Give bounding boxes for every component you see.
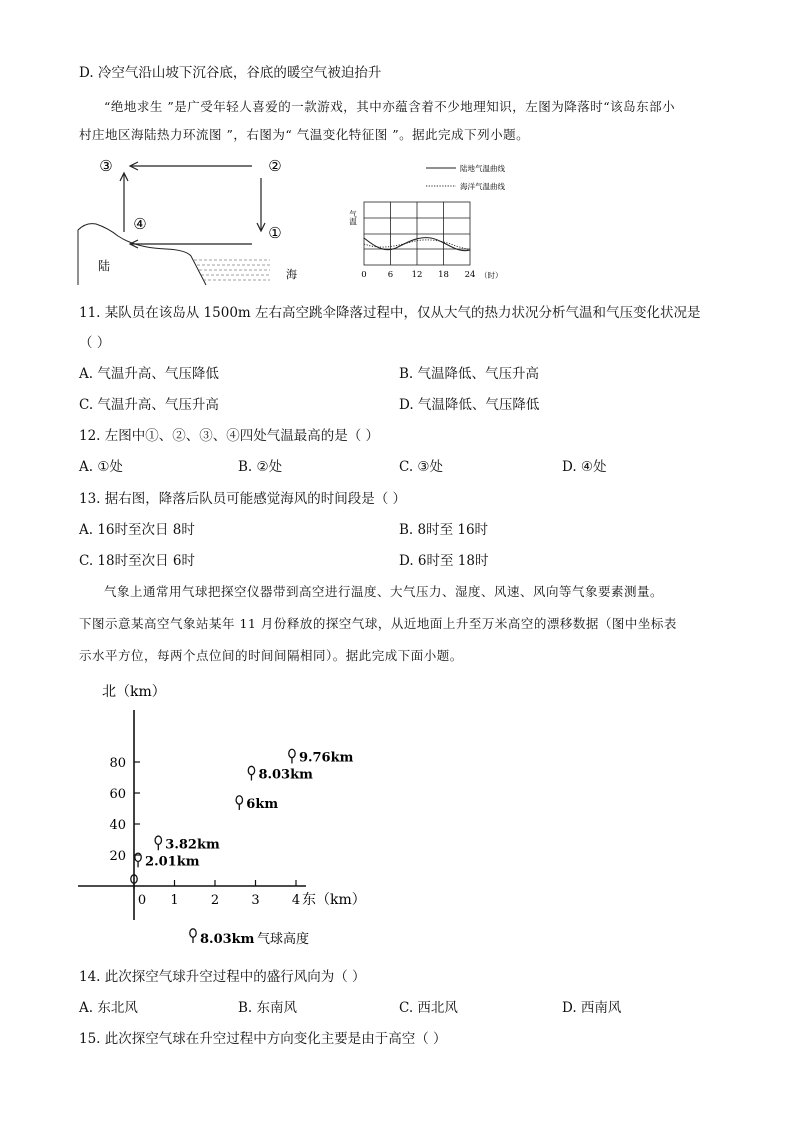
y-axis-title: 北（km） bbox=[102, 684, 166, 700]
y-tick-label: 20 bbox=[109, 849, 126, 864]
q14-stem: 14. 此次探空气球升空过程中的盛行风向为（ ） bbox=[79, 969, 366, 985]
x-tick-label: 0 bbox=[137, 893, 147, 908]
q14-option-c[interactable]: C. 西北风 bbox=[399, 1000, 458, 1016]
balloon-height-label: 6km bbox=[246, 796, 279, 812]
temperature-chart bbox=[346, 158, 516, 284]
x-unit: （时） bbox=[480, 271, 503, 280]
balloon-point bbox=[236, 796, 278, 812]
circulation-diagram bbox=[76, 152, 306, 288]
balloon-height-label: 8.03km bbox=[258, 767, 313, 783]
balloon-point bbox=[248, 766, 313, 782]
balloon-height-label: 9.76km bbox=[298, 750, 354, 766]
x-tick: 24 bbox=[464, 270, 476, 280]
q11-option-c[interactable]: C. 气温升高、气压升高 bbox=[79, 397, 219, 413]
balloon-height-label: 2.01km bbox=[145, 854, 200, 870]
q14-option-b[interactable]: B. 东南风 bbox=[238, 1000, 298, 1016]
balloon-point bbox=[135, 853, 200, 869]
x-axis-title: 东（km） bbox=[302, 892, 366, 908]
legend-land: 陆地气温曲线 bbox=[460, 164, 505, 173]
y-tick-label: 40 bbox=[109, 818, 126, 833]
intro2-line3: 示水平方位，每两个点位间的时间间隔相同）。据此完成下面小题。 bbox=[79, 648, 463, 663]
y-tick-label: 80 bbox=[109, 756, 126, 771]
sea-lines bbox=[194, 260, 270, 280]
q12-option-b[interactable]: B. ②处 bbox=[238, 459, 283, 475]
intro2-line1: 气象上通常用气球把探空仪器带到高空进行温度、大气压力、湿度、风速、风向等气象要素测量。 bbox=[104, 584, 664, 599]
balloon-drift-chart bbox=[76, 680, 376, 950]
q12-option-c[interactable]: C. ③处 bbox=[399, 459, 444, 475]
q10-option-d: D. 冷空气沿山坡下沉谷底，谷底的暖空气被迫抬升 bbox=[79, 65, 382, 81]
q11-paren: （ ） bbox=[79, 335, 111, 351]
q11-stem: 11. 某队员在该岛从 1500m 左右高空跳伞降落过程中，仅从大气的热力状况分析气温和气压变化状况是 bbox=[79, 305, 701, 321]
x-tick-label: 3 bbox=[251, 893, 260, 908]
intro1-line2: 村庄地区海陆热力环流图 ”，右图为“ 气温变化特征图 ”。据此完成下列小题。 bbox=[79, 127, 530, 142]
legend-marker-icon bbox=[190, 929, 196, 943]
q15-stem: 15. 此次探空气球在升空过程中方向变化主要是由于高空（ ） bbox=[79, 1031, 447, 1047]
q14-option-a[interactable]: A. 东北风 bbox=[79, 1000, 138, 1016]
sea-label: 海 bbox=[286, 268, 297, 281]
legend-text: 气球高度 bbox=[257, 932, 310, 947]
y-tick-label: 60 bbox=[109, 787, 126, 802]
x-tick-label: 1 bbox=[170, 893, 179, 908]
label-1: ① bbox=[268, 224, 282, 242]
x-tick: 6 bbox=[387, 270, 394, 280]
intro1-line1: “绝地求生 ”是广受年轻人喜爱的一款游戏，其中亦蕴含着不少地理知识，左图为降落时“该岛东部小 bbox=[104, 99, 676, 114]
q11-option-a[interactable]: A. 气温升高、气压降低 bbox=[79, 366, 219, 382]
x-tick: 0 bbox=[361, 270, 367, 280]
q13-stem: 13. 据右图，降落后队员可能感觉海风的时间段是（ ） bbox=[79, 491, 407, 507]
q12-option-a[interactable]: A. ①处 bbox=[79, 459, 123, 475]
q12-stem: 12. 左图中①、②、③、④四处气温最高的是（ ） bbox=[79, 428, 380, 444]
q13-option-d[interactable]: D. 6时至 18时 bbox=[399, 553, 489, 569]
x-tick: 12 bbox=[411, 270, 423, 280]
y-axis-label: 气温 bbox=[348, 210, 358, 225]
intro2-line2: 下图示意某高空气象站某年 11 月份释放的探空气球，从近地面上升至万米高空的漂移数据（图中坐标表 bbox=[79, 616, 677, 631]
legend-sea: 海洋气温曲线 bbox=[460, 182, 505, 191]
q11-option-d[interactable]: D. 气温降低、气压降低 bbox=[399, 397, 540, 413]
land-label: 陆 bbox=[98, 259, 111, 273]
q11-option-b[interactable]: B. 气温降低、气压升高 bbox=[399, 366, 540, 382]
q14-option-d[interactable]: D. 西南风 bbox=[562, 1000, 622, 1016]
label-2: ② bbox=[268, 157, 282, 175]
q13-option-a[interactable]: A. 16时至次日 8时 bbox=[79, 522, 195, 538]
balloon-point bbox=[289, 749, 354, 765]
legend-value: 8.03km bbox=[200, 932, 255, 947]
x-tick-label: 2 bbox=[210, 893, 220, 908]
label-3: ③ bbox=[99, 157, 113, 175]
x-tick-label: 4 bbox=[291, 893, 301, 908]
q13-option-c[interactable]: C. 18时至次日 6时 bbox=[79, 553, 195, 569]
label-4: ④ bbox=[133, 215, 147, 233]
x-tick: 18 bbox=[438, 270, 449, 280]
q12-option-d[interactable]: D. ④处 bbox=[562, 459, 607, 475]
balloon-height-label: 3.82km bbox=[165, 837, 220, 853]
q13-option-b[interactable]: B. 8时至 16时 bbox=[399, 522, 489, 538]
balloon-point bbox=[155, 836, 220, 852]
